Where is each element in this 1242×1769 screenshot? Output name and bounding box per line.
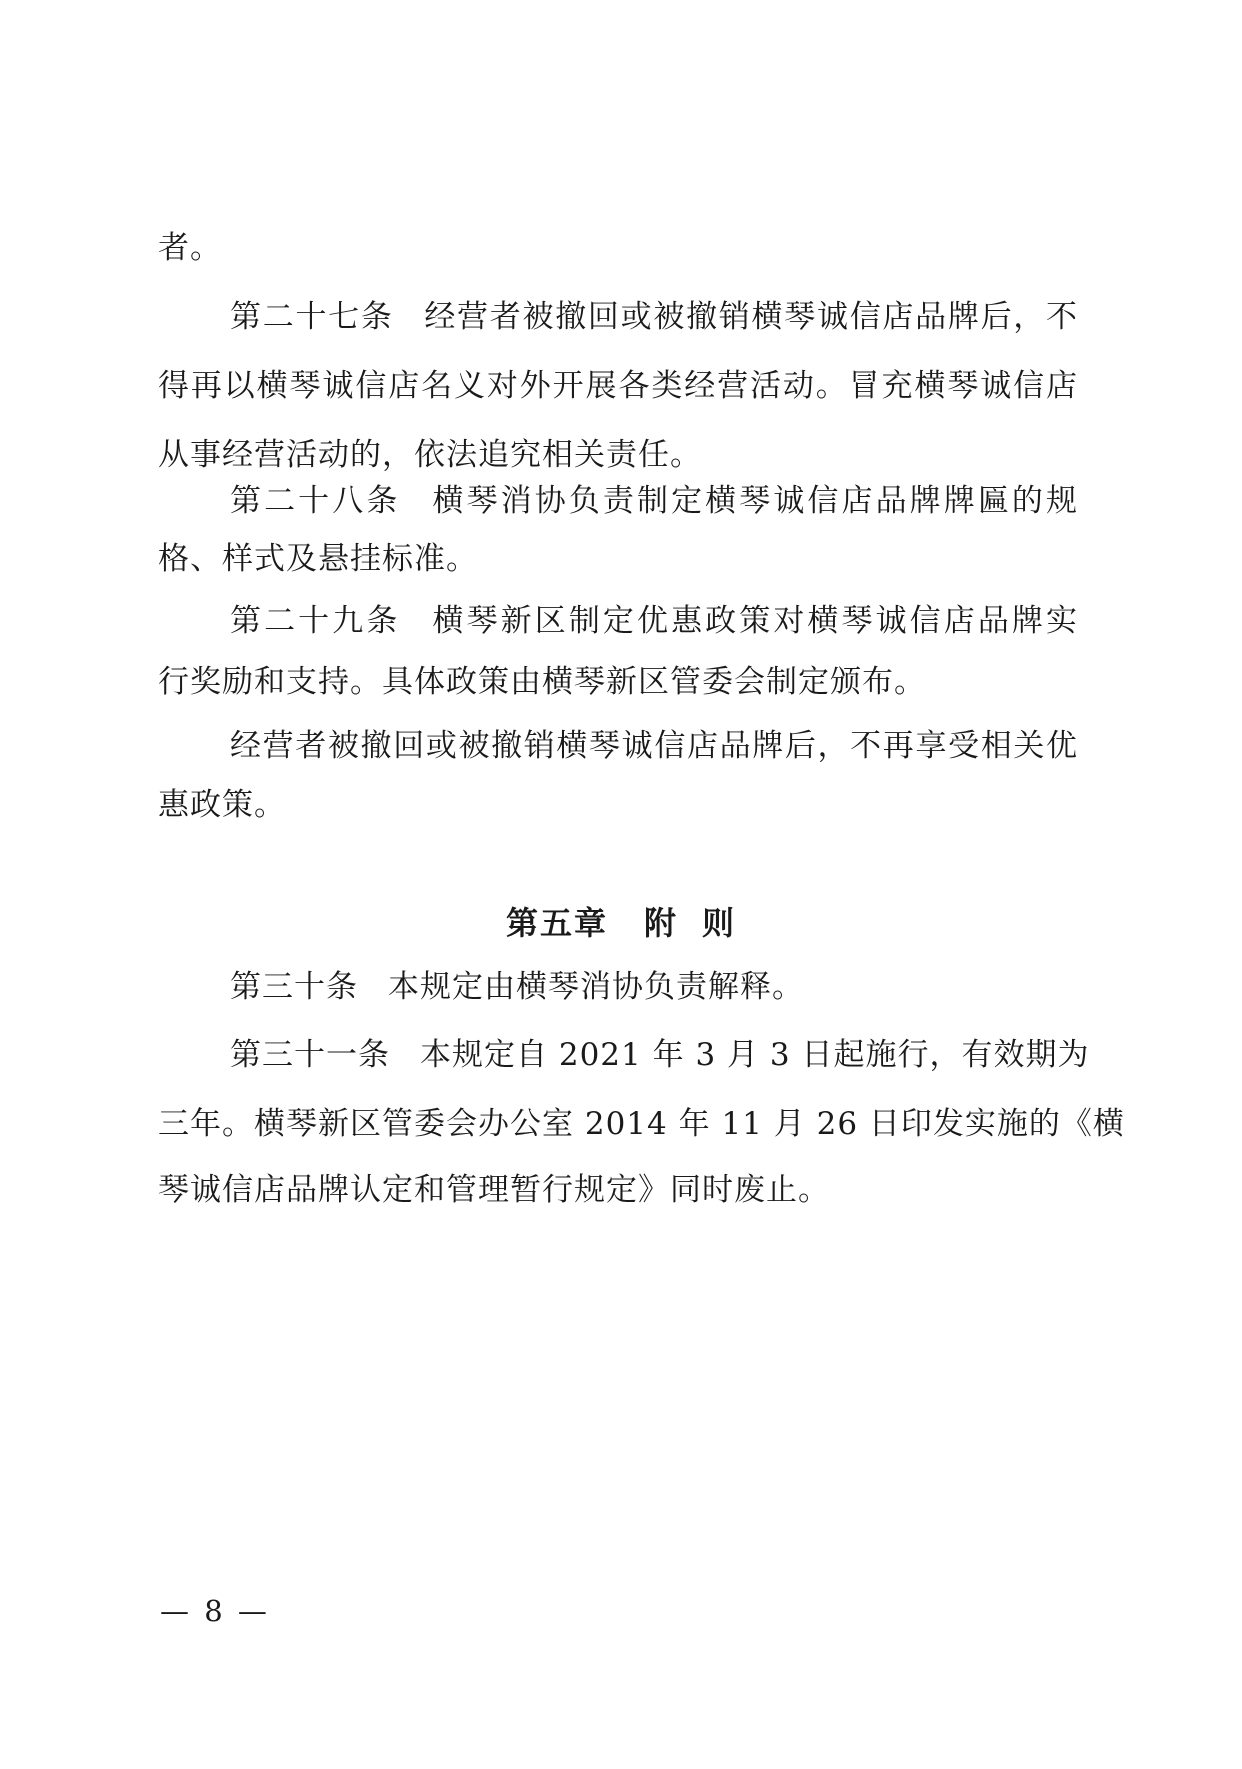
article-text: 横琴消协负责制定横琴诚信店品牌牌匾的规 xyxy=(430,483,1079,519)
article-30-line xyxy=(230,967,1078,1007)
article-27-heading-line xyxy=(230,297,1078,337)
article-text: 本规定自 2021 年 3 月 3 日起施行，有效期为 xyxy=(420,1037,1090,1073)
article-text: 经营者被撤回或被撤销横琴诚信店品牌后，不 xyxy=(423,299,1079,335)
text-line: 行奖励和支持。具体政策由横琴新区管委会制定颁布。 xyxy=(158,664,926,700)
article-label: 第二十七条 xyxy=(230,299,394,335)
text-line: 经营者被撤回或被撤销横琴诚信店品牌后，不再享受相关优 xyxy=(230,728,1078,764)
article-label: 第三十一条 xyxy=(230,1037,390,1073)
text-line: 格、样式及悬挂标准。 xyxy=(158,541,478,577)
article-31-heading-line xyxy=(230,1035,1090,1075)
article-label: 第三十条 xyxy=(230,969,358,1005)
article-28-heading-line xyxy=(230,481,1078,521)
chapter-title xyxy=(0,903,1242,943)
article-text: 横琴新区制定优惠政策对横琴诚信店品牌实 xyxy=(430,603,1079,639)
article-29-heading-line xyxy=(230,601,1078,641)
article-label: 第二十八条 xyxy=(230,483,401,519)
text-line: 从事经营活动的，依法追究相关责任。 xyxy=(158,437,702,473)
article-label: 第二十九条 xyxy=(230,603,401,639)
article-text: 本规定由横琴消协负责解释。 xyxy=(388,969,804,1005)
text-line: 得再以横琴诚信店名义对外开展各类经营活动。冒充横琴诚信店 xyxy=(158,368,1078,404)
chapter-number: 第五章 xyxy=(505,904,608,942)
text-line: 琴诚信店品牌认定和管理暂行规定》同时废止。 xyxy=(158,1172,830,1208)
page-number: — 8 — xyxy=(160,1594,270,1628)
text-line: 者。 xyxy=(158,230,222,266)
chapter-title-part: 则 xyxy=(702,904,737,942)
text-line: 三年。横琴新区管委会办公室 2014 年 11 月 26 日印发实施的《横 xyxy=(158,1106,1125,1142)
chapter-title-part: 附 xyxy=(643,904,678,942)
text-line: 惠政策。 xyxy=(158,787,286,823)
